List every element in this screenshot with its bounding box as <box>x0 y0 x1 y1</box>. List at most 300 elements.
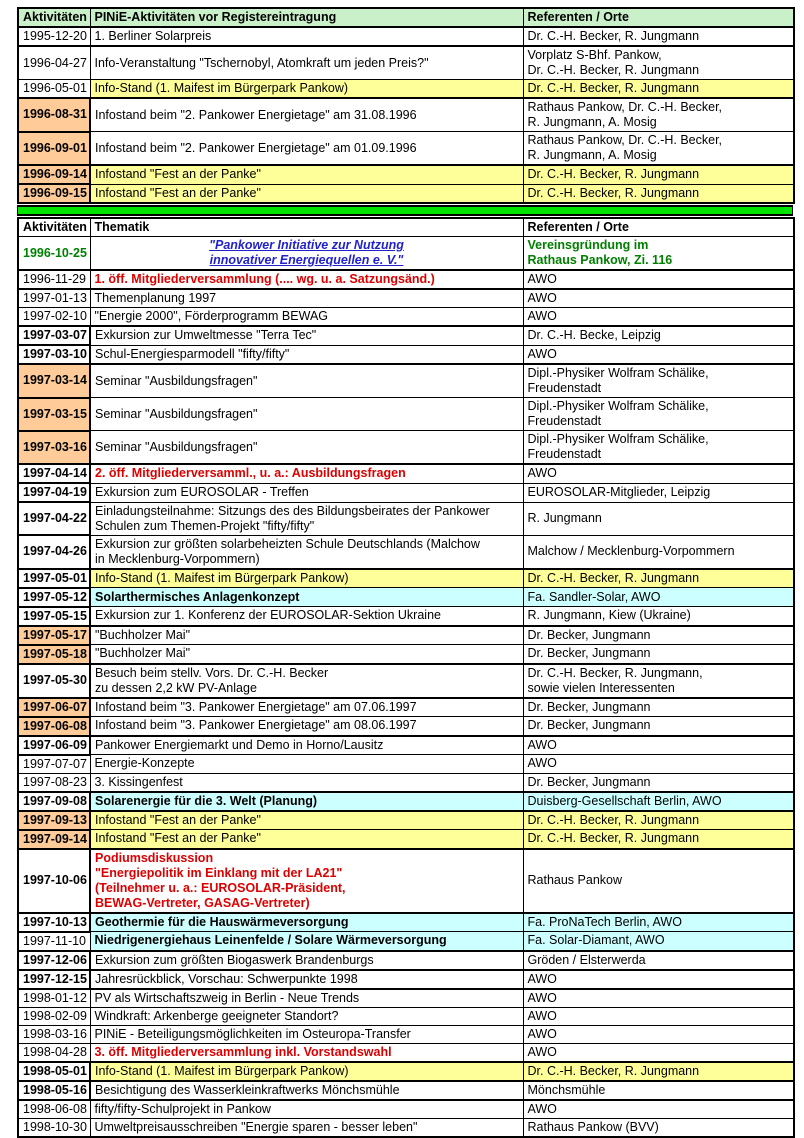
referent-line: AWO <box>527 990 557 1005</box>
referent-cell <box>523 46 794 80</box>
activity-cell <box>90 326 523 345</box>
column-header: Referenten / Orte <box>523 8 794 27</box>
activity-line: PINiE - Beteiligungsmöglichkeiten im Osteuropa-Transfer <box>94 1026 411 1041</box>
date-cell: 1998-03-16 <box>18 1025 90 1043</box>
referent-line: AWO <box>527 1101 557 1116</box>
referent-line: AWO <box>527 346 557 361</box>
referent-cell <box>523 80 794 99</box>
date-cell: 1997-05-12 <box>18 588 90 607</box>
activity-cell <box>90 811 523 830</box>
table2-header-row <box>18 218 794 237</box>
activity-line: 1. Berliner Solarpreis <box>94 29 212 43</box>
activity-cell <box>90 1043 523 1062</box>
activity-cell <box>90 165 523 184</box>
date-cell: 1998-05-01 <box>18 1062 90 1081</box>
activity-cell <box>90 755 523 774</box>
date-cell: 1996-09-14 <box>18 165 90 184</box>
table-row <box>18 27 794 46</box>
activity-line: PV als Wirtschaftszweig in Berlin - Neue Trends <box>94 990 360 1005</box>
referent-cell <box>523 398 794 431</box>
table-row <box>18 431 794 465</box>
activity-cell <box>90 1062 523 1081</box>
activity-line: Schulen zum Themen-Projekt "fifty/fifty" <box>95 518 315 533</box>
table-row <box>18 626 794 645</box>
date-cell: 1997-03-07 <box>18 326 90 345</box>
referent-cell <box>523 1007 794 1025</box>
referent-cell <box>523 502 794 535</box>
referent-cell <box>523 464 794 483</box>
referent-line: AWO <box>527 1026 557 1041</box>
activity-cell <box>90 464 523 483</box>
referent-line: Malchow / Mecklenburg-Vorpommern <box>527 544 735 558</box>
activity-cell <box>90 1118 523 1137</box>
activity-line: Windkraft: Arkenberge geeigneter Standort? <box>94 1008 339 1023</box>
referent-line: Dr. C.-H. Becke, Leipzig <box>527 328 661 343</box>
activity-line: "Buchholzer Mai" <box>95 646 191 661</box>
activity-cell <box>90 502 523 535</box>
referent-line: Dr. C.-H. Becker, R. Jungmann <box>527 570 700 585</box>
activity-cell <box>90 717 523 736</box>
date-cell: 1997-05-15 <box>18 607 90 626</box>
table-row <box>18 849 794 913</box>
date-cell: 1996-09-15 <box>18 184 90 203</box>
activity-line: Seminar "Ausbildungsfragen" <box>95 439 258 454</box>
referent-line: AWO <box>527 272 557 286</box>
table-row <box>18 792 794 811</box>
referent-cell <box>523 970 794 989</box>
referent-line: Mönchsmühle <box>527 1082 606 1097</box>
activity-line: Info-Stand (1. Maifest im Bürgerpark Pankow) <box>95 1063 349 1078</box>
table-row <box>18 398 794 431</box>
referent-line: Vorplatz S-Bhf. Pankow, <box>527 48 662 62</box>
activity-line: Info-Stand (1. Maifest im Bürgerpark Pankow) <box>94 81 349 95</box>
activity-line: Info-Veranstaltung "Tschernobyl, Atomkraft um jeden Preis?" <box>94 55 429 70</box>
table-row <box>18 736 794 755</box>
table-row <box>18 664 794 698</box>
referent-line: Duisberg-Gesellschaft Berlin, AWO <box>527 793 722 808</box>
referent-line: Dr. C.-H. Becker, R. Jungmann <box>527 185 700 200</box>
referent-line: Dr. C.-H. Becker, R. Jungmann <box>527 812 700 827</box>
referent-line: AWO <box>527 971 557 986</box>
date-cell: 1997-07-07 <box>18 755 90 774</box>
referent-line: Vereinsgründung im <box>527 238 649 252</box>
table-row <box>18 270 794 289</box>
table-row <box>18 308 794 327</box>
date-cell: 1998-06-08 <box>18 1100 90 1119</box>
table2-body <box>18 237 794 1137</box>
activity-line: "Energie 2000", Förderprogramm BEWAG <box>94 309 329 323</box>
table-row <box>18 1062 794 1081</box>
date-cell: 1997-03-16 <box>18 431 90 465</box>
referent-line: Fa. Solar-Diamant, AWO <box>527 933 665 948</box>
table-row <box>18 237 794 271</box>
date-cell: 1997-06-09 <box>18 736 90 755</box>
date-cell: 1997-09-08 <box>18 792 90 811</box>
activity-cell <box>90 569 523 588</box>
referent-cell <box>523 773 794 792</box>
referent-cell <box>523 132 794 166</box>
activity-line: in Mecklenburg-Vorpommern) <box>95 551 260 566</box>
referent-line: Dipl.-Physiker Wolfram Schälike, <box>527 432 709 446</box>
table-row <box>18 607 794 626</box>
org-title-link[interactable]: "Pankower Initiative zur Nutzung <box>209 238 404 252</box>
table-row <box>18 345 794 364</box>
date-cell: 1997-09-14 <box>18 830 90 849</box>
table1-header-row <box>18 8 794 27</box>
date-cell: 1997-05-17 <box>18 626 90 645</box>
activity-cell <box>90 184 523 203</box>
table-row <box>18 165 794 184</box>
activity-line: Exkursion zur 1. Konferenz der EUROSOLAR-Sektion Ukraine <box>95 608 441 623</box>
activity-line: Exkursion zur Umweltmesse "Terra Tec" <box>95 328 317 343</box>
referent-cell <box>523 165 794 184</box>
activity-cell <box>90 270 523 289</box>
referent-cell <box>523 755 794 774</box>
referent-line: R. Jungmann, Kiew (Ukraine) <box>527 608 691 623</box>
date-cell: 1997-05-18 <box>18 645 90 664</box>
date-cell: 1997-04-26 <box>18 535 90 569</box>
table-row <box>18 535 794 569</box>
referent-cell <box>523 308 794 327</box>
referent-cell <box>523 1025 794 1043</box>
referent-line: Freudenstadt <box>527 447 602 461</box>
activity-cell <box>90 345 523 364</box>
date-cell: 1997-03-14 <box>18 364 90 398</box>
table-row <box>18 1081 794 1100</box>
table-row <box>18 755 794 774</box>
date-cell: 1996-05-01 <box>18 80 90 99</box>
activity-line: Info-Stand (1. Maifest im Bürgerpark Pankow) <box>95 570 349 585</box>
date-cell: 1997-05-30 <box>18 664 90 698</box>
referent-cell <box>523 431 794 465</box>
referent-line: AWO <box>527 1044 557 1059</box>
activity-line: Infostand beim "2. Pankower Energietage" am 31.08.1996 <box>95 107 417 122</box>
activity-cell <box>90 951 523 970</box>
referent-cell <box>523 1062 794 1081</box>
activity-cell <box>90 913 523 932</box>
date-cell: 1997-04-14 <box>18 464 90 483</box>
date-cell: 1998-04-28 <box>18 1043 90 1062</box>
date-cell: 1997-09-13 <box>18 811 90 830</box>
referent-cell <box>523 27 794 46</box>
activity-line: Infostand beim "3. Pankower Energietage" am 07.06.1997 <box>95 699 417 714</box>
referent-cell <box>523 364 794 398</box>
activity-cell <box>90 132 523 166</box>
date-cell: 1997-04-22 <box>18 502 90 535</box>
activity-cell <box>90 1100 523 1119</box>
referent-line: AWO <box>527 737 557 752</box>
referent-cell <box>523 989 794 1008</box>
activity-cell <box>90 483 523 502</box>
referent-line: R. Jungmann, A. Mosig <box>527 148 657 162</box>
activity-line: Podiumsdiskussion <box>95 850 214 865</box>
referent-line: Dr. C.-H. Becker, R. Jungmann <box>527 831 700 846</box>
activity-line: "Buchholzer Mai" <box>95 627 191 642</box>
activity-line: Seminar "Ausbildungsfragen" <box>95 406 258 421</box>
post-registration-table <box>17 217 795 1138</box>
referent-line: Dr. Becker, Jungmann <box>527 627 651 642</box>
activity-cell <box>90 830 523 849</box>
referent-line: Dr. Becker, Jungmann <box>527 774 651 789</box>
referent-line: Freudenstadt <box>527 381 602 395</box>
referent-line: AWO <box>527 756 557 771</box>
table-row <box>18 483 794 502</box>
date-cell: 1997-03-15 <box>18 398 90 431</box>
activity-line: (Teilnehmer u. a.: EUROSOLAR-Präsident, <box>95 880 346 895</box>
activity-cell <box>90 27 523 46</box>
table-row <box>18 773 794 792</box>
date-cell: 1997-06-07 <box>18 698 90 717</box>
referent-line: EUROSOLAR-Mitglieder, Leipzig <box>527 485 711 499</box>
referent-line: Dr. Becker, Jungmann <box>527 718 651 733</box>
activity-line: Infostand "Fest an der Panke" <box>95 812 261 827</box>
referent-cell <box>523 607 794 626</box>
activity-line: 3. öff. Mitgliederversammlung inkl. Vorstandswahl <box>94 1044 392 1059</box>
referent-line: Dr. C.-H. Becker, R. Jungmann <box>527 63 700 77</box>
referent-line: Fa. Sandler-Solar, AWO <box>527 589 661 604</box>
activity-line: BEWAG-Vertreter, GASAG-Vertreter) <box>95 895 310 910</box>
referent-line: Dr. C.-H. Becker, R. Jungmann <box>527 1063 700 1078</box>
referent-cell <box>523 849 794 913</box>
table-row <box>18 1118 794 1137</box>
referent-cell <box>523 483 794 502</box>
table-row <box>18 184 794 203</box>
activity-line: Energie-Konzepte <box>94 756 195 771</box>
date-cell: 1997-03-10 <box>18 345 90 364</box>
referent-cell <box>523 717 794 736</box>
referent-line: AWO <box>527 1008 557 1023</box>
referent-cell <box>523 184 794 203</box>
activity-cell <box>90 237 523 271</box>
date-cell: 1997-11-10 <box>18 932 90 951</box>
referent-line: Dr. C.-H. Becker, R. Jungmann <box>527 29 700 43</box>
table-row <box>18 588 794 607</box>
table-row <box>18 989 794 1008</box>
referent-cell <box>523 237 794 271</box>
referent-line: Dr. Becker, Jungmann <box>527 646 651 661</box>
activity-cell <box>90 989 523 1008</box>
activity-line: Solarenergie für die 3. Welt (Planung) <box>95 793 318 808</box>
activity-line: 3. Kissingenfest <box>94 774 183 789</box>
activity-cell <box>90 698 523 717</box>
date-cell: 1995-12-20 <box>18 27 90 46</box>
activity-cell <box>90 626 523 645</box>
table-row <box>18 326 794 345</box>
table-row <box>18 1100 794 1119</box>
referent-cell <box>523 811 794 830</box>
activity-line: Seminar "Ausbildungsfragen" <box>95 373 258 388</box>
activity-cell <box>90 98 523 132</box>
referent-cell <box>523 1118 794 1137</box>
activity-cell <box>90 849 523 913</box>
referent-line: Fa. ProNaTech Berlin, AWO <box>527 914 682 929</box>
activity-line: Exkursion zur größten solarbeheizten Schule Deutschlands (Malchow <box>95 536 480 551</box>
referent-line: sowie vielen Interessenten <box>527 680 675 695</box>
activity-cell <box>90 535 523 569</box>
column-header: Aktivitäten <box>18 8 90 27</box>
activity-line: Infostand "Fest an der Panke" <box>95 185 261 200</box>
activity-line: zu dessen 2,2 kW PV-Anlage <box>95 680 257 695</box>
column-header: Aktivitäten <box>18 218 90 237</box>
activity-cell <box>90 736 523 755</box>
referent-cell <box>523 98 794 132</box>
activity-cell <box>90 588 523 607</box>
referent-cell <box>523 913 794 932</box>
referent-line: AWO <box>527 466 557 481</box>
table-row <box>18 698 794 717</box>
activity-line: Infostand "Fest an der Panke" <box>95 167 261 182</box>
activity-cell <box>90 398 523 431</box>
activity-line: Pankower Energiemarkt und Demo in Horno/Lausitz <box>95 737 384 752</box>
table-row <box>18 569 794 588</box>
activity-line: Schul-Energiesparmodell "fifty/fifty" <box>95 346 290 361</box>
activity-cell <box>90 80 523 99</box>
activity-cell <box>90 46 523 80</box>
activity-cell <box>90 607 523 626</box>
table-row <box>18 46 794 80</box>
activity-cell <box>90 970 523 989</box>
table-row <box>18 132 794 166</box>
date-cell: 1998-02-09 <box>18 1007 90 1025</box>
activity-line: Besuch beim stellv. Vors. Dr. C.-H. Becker <box>95 665 329 680</box>
table-row <box>18 970 794 989</box>
activity-line: Themenplanung 1997 <box>94 291 217 305</box>
table1-body <box>18 27 794 203</box>
referent-cell <box>523 698 794 717</box>
date-cell: 1997-08-23 <box>18 773 90 792</box>
referent-line: Dr. C.-H. Becker, R. Jungmann <box>527 167 700 182</box>
referent-cell <box>523 645 794 664</box>
activity-line: Niedrigenergiehaus Leinenfelde / Solare Wärmeversorgung <box>94 933 447 948</box>
referent-line: AWO <box>527 309 557 323</box>
activity-line: Infostand beim "2. Pankower Energietage" am 01.09.1996 <box>95 140 417 155</box>
table-row <box>18 464 794 483</box>
table-row <box>18 951 794 970</box>
activity-cell <box>90 431 523 465</box>
referent-line: Gröden / Elsterwerda <box>527 952 646 967</box>
table-row <box>18 645 794 664</box>
referent-cell <box>523 569 794 588</box>
table-row <box>18 289 794 308</box>
activity-line: Besichtigung des Wasserkleinkraftwerks Mönchsmühle <box>95 1082 400 1097</box>
referent-cell <box>523 792 794 811</box>
activity-line: Geothermie für die Hauswärmeversorgung <box>95 914 349 929</box>
referent-cell <box>523 1100 794 1119</box>
referent-cell <box>523 664 794 698</box>
referent-line: Rathaus Pankow, Dr. C.-H. Becker, <box>527 100 723 114</box>
activity-line: Jahresrückblick, Vorschau: Schwerpunkte 1998 <box>95 971 358 986</box>
referent-line: Rathaus Pankow <box>527 873 623 887</box>
date-cell: 1998-10-30 <box>18 1118 90 1137</box>
org-title-link[interactable]: innovativer Energiequellen e. V." <box>209 253 404 267</box>
referent-line: R. Jungmann <box>527 511 602 525</box>
date-cell: 1996-04-27 <box>18 46 90 80</box>
referent-cell <box>523 270 794 289</box>
referent-line: R. Jungmann, A. Mosig <box>527 115 657 129</box>
table-row <box>18 502 794 535</box>
activity-line: fifty/fifty-Schulprojekt in Pankow <box>94 1101 271 1116</box>
referent-cell <box>523 932 794 951</box>
referent-line: Dr. C.-H. Becker, R. Jungmann, <box>527 665 703 680</box>
date-cell: 1997-10-13 <box>18 913 90 932</box>
activity-cell <box>90 364 523 398</box>
referent-line: Dr. C.-H. Becker, R. Jungmann <box>527 81 700 95</box>
activity-line: Einladungsteilnahme: Sitzungs des des Bildungsbeirates der Pankower <box>95 503 490 518</box>
activity-line: Infostand beim "3. Pankower Energietage" am 08.06.1997 <box>95 718 417 733</box>
referent-line: Dipl.-Physiker Wolfram Schälike, <box>527 399 709 413</box>
table-row <box>18 98 794 132</box>
date-cell: 1997-06-08 <box>18 717 90 736</box>
referent-line: Freudenstadt <box>527 414 602 428</box>
date-cell: 1998-01-12 <box>18 989 90 1008</box>
activity-line: "Energiepolitik im Einklang mit der LA21" <box>95 865 343 880</box>
activity-line: 1. öff. Mitgliederversammlung (.... wg. u. a. Satzungsänd.) <box>94 272 435 286</box>
pre-registration-table <box>17 7 795 204</box>
activity-cell <box>90 1081 523 1100</box>
date-cell: 1996-09-01 <box>18 132 90 166</box>
date-cell: 1997-12-15 <box>18 970 90 989</box>
referent-cell <box>523 289 794 308</box>
activity-cell <box>90 308 523 327</box>
date-cell: 1996-11-29 <box>18 270 90 289</box>
green-separator <box>17 205 793 216</box>
referent-cell <box>523 1081 794 1100</box>
date-cell: 1997-01-13 <box>18 289 90 308</box>
referent-cell <box>523 535 794 569</box>
column-header: PINiE-Aktivitäten vor Registereintragung <box>90 8 523 27</box>
activity-cell <box>90 773 523 792</box>
activity-cell <box>90 792 523 811</box>
activity-line: 2. öff. Mitgliederversamml., u. a.: Ausbildungsfragen <box>95 466 406 481</box>
activity-line: Exkursion zum größten Biogaswerk Brandenburgs <box>95 952 374 967</box>
referent-cell <box>523 326 794 345</box>
referent-line: Rathaus Pankow, Dr. C.-H. Becker, <box>527 133 723 147</box>
referent-cell <box>523 736 794 755</box>
referent-line: Dr. Becker, Jungmann <box>527 699 651 714</box>
date-cell: 1996-08-31 <box>18 98 90 132</box>
table-row <box>18 364 794 398</box>
activity-cell <box>90 1025 523 1043</box>
activity-cell <box>90 932 523 951</box>
column-header: Thematik <box>90 218 523 237</box>
table-row <box>18 80 794 99</box>
referent-cell <box>523 588 794 607</box>
activity-cell <box>90 289 523 308</box>
table-row <box>18 1025 794 1043</box>
activity-line: Infostand "Fest an der Panke" <box>95 831 261 846</box>
referent-line: Dipl.-Physiker Wolfram Schälike, <box>527 366 709 380</box>
referent-cell <box>523 951 794 970</box>
activity-line: Solarthermisches Anlagenkonzept <box>95 589 300 604</box>
referent-line: Rathaus Pankow, Zi. 116 <box>527 253 673 267</box>
date-cell: 1997-04-19 <box>18 483 90 502</box>
table-row <box>18 1043 794 1062</box>
table-row <box>18 1007 794 1025</box>
date-cell: 1997-10-06 <box>18 849 90 913</box>
date-cell: 1997-05-01 <box>18 569 90 588</box>
referent-cell <box>523 830 794 849</box>
column-header: Referenten / Orte <box>523 218 794 237</box>
table-row <box>18 932 794 951</box>
referent-line: AWO <box>527 291 557 305</box>
activity-line: Exkursion zum EUROSOLAR - Treffen <box>95 485 309 499</box>
referent-cell <box>523 626 794 645</box>
date-cell: 1996-10-25 <box>18 237 90 271</box>
date-cell: 1998-05-16 <box>18 1081 90 1100</box>
table-row <box>18 717 794 736</box>
referent-cell <box>523 345 794 364</box>
table-row <box>18 811 794 830</box>
